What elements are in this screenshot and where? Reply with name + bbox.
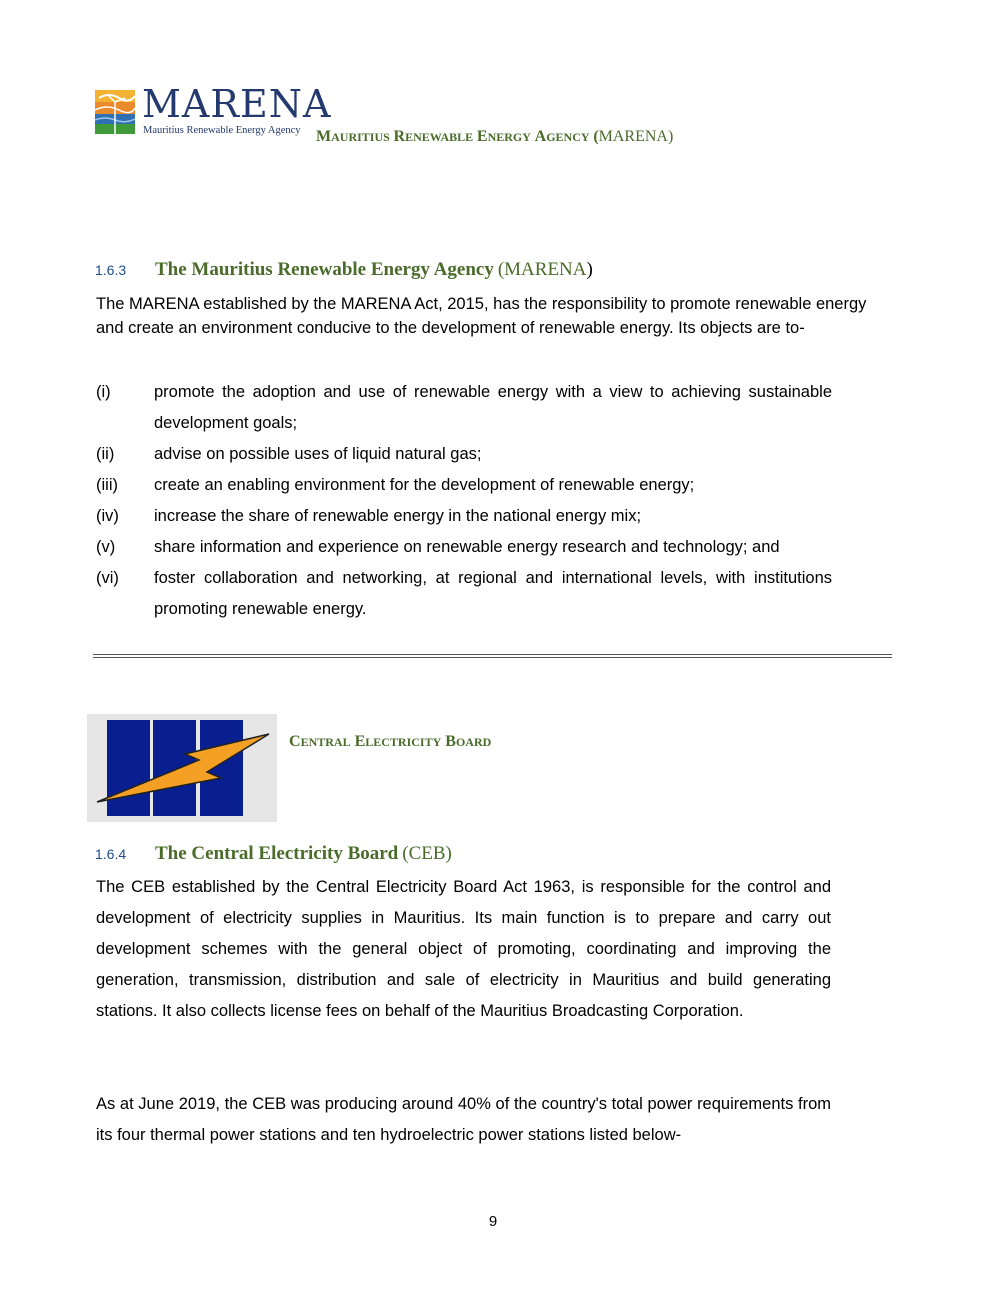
section-abbr: (CEB) bbox=[402, 843, 452, 864]
list-item: (iv) increase the share of renewable energy in the national energy mix; bbox=[96, 507, 642, 525]
marena-logo-subtitle: Mauritius Renewable Energy Agency bbox=[143, 125, 301, 136]
section-name: The Central Electricity Board bbox=[155, 843, 399, 864]
ceb-logo bbox=[87, 714, 277, 822]
marena-objects-list bbox=[96, 377, 832, 625]
marena-header-title: MAURITIUS RENEWABLE ENERGY AGENCY (MARENA) bbox=[316, 128, 674, 145]
marena-logo-word: MARENA bbox=[142, 82, 332, 126]
list-item: (vi) foster collaboration and networking, at regional and international levels, with institutions promoting renewable energy. bbox=[96, 569, 832, 618]
list-item: (iii) create an enabling environment for the development of renewable energy; bbox=[96, 476, 695, 494]
section-abbr: (MARENA bbox=[497, 259, 587, 280]
section-number: 1.6.3 bbox=[95, 262, 127, 278]
ceb-paragraph-1: The CEB established by the Central Electricity Board Act 1963, is responsible for the control and development of electricity supplies in Mauritius. Its main function is to prepare and carry out development schemes with the general object of promoting, coordinating and improving the generation, transmission, distribution and sale of electricity in Mauritius and build generating stations. It also collects license fees on behalf of the Mauritius Broadcasting Corporation. bbox=[96, 878, 831, 1020]
ceb-paragraph-2: As at June 2019, the CEB was producing around 40% of the country's total power requirements from its four thermal power stations and ten hydroelectric power stations listed below- bbox=[96, 1095, 831, 1144]
section-divider bbox=[93, 654, 892, 658]
marena-intro-paragraph: The MARENA established by the MARENA Act, 2015, has the responsibility to promote renewable energy and create an environment conducive to the development of renewable energy. Its objects are to- bbox=[96, 295, 867, 337]
list-item: (v) share information and experience on renewable energy research and technology; and bbox=[96, 538, 780, 556]
list-item: (i) promote the adoption and use of renewable energy with a view to achieving sustainable development goals; bbox=[96, 383, 832, 432]
section-heading-ceb bbox=[95, 843, 452, 865]
ceb-header-title: CENTRAL ELECTRICITY BOARD bbox=[289, 733, 492, 750]
section-number: 1.6.4 bbox=[95, 846, 127, 862]
section-heading-marena: 1.6.3 The Mauritius Renewable Energy Agency (MARENA) bbox=[95, 259, 593, 280]
section-name: The Mauritius Renewable Energy Agency bbox=[155, 259, 494, 280]
page-number: 9 bbox=[488, 1213, 498, 1230]
list-item: (ii) advise on possible uses of liquid natural gas; bbox=[96, 445, 482, 463]
